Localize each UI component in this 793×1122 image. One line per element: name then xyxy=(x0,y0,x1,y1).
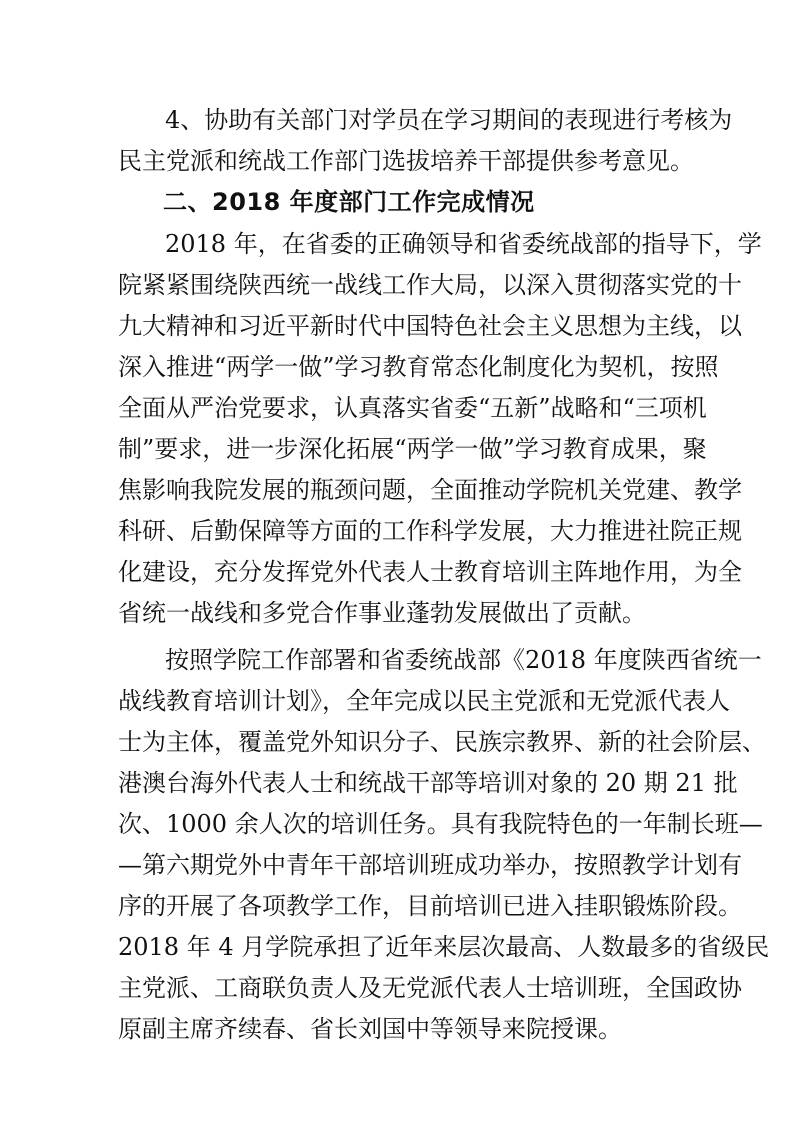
paragraph1-line-7: 焦影响我院发展的瓶颈问题，全面推动学院机关党建、教学 xyxy=(118,476,742,504)
paragraph1-line-3: 九大精神和习近平新时代中国特色社会主义思想为主线，以 xyxy=(118,312,742,340)
paragraph1-line-4: 深入推进“两学一做”学习教育常态化制度化为契机，按照 xyxy=(118,353,719,381)
paragraph2-line-8: 2018 年 4 月学院承担了近年来层次最高、人数最多的省级民 xyxy=(118,933,770,961)
paragraph2-line-7: 序的开展了各项教学工作，目前培训已进入挂职锻炼阶段。 xyxy=(118,892,742,920)
paragraph2-line-9: 主党派、工商联负责人及无党派代表人士培训班，全国政协 xyxy=(118,974,742,1002)
paragraph2-line-1: 按照学院工作部署和省委统战部《2018 年度陕西省统一 xyxy=(165,646,762,674)
paragraph1-line-8: 科研、后勤保障等方面的工作科学发展，大力推进社院正规 xyxy=(118,517,742,545)
paragraph2-line-4: 港澳台海外代表人士和统战干部等培训对象的 20 期 21 批 xyxy=(118,769,738,797)
item4-line-2: 民主党派和统战工作部门选拔培养干部提供参考意见。 xyxy=(118,147,694,175)
paragraph2-line-6: —第六期党外中青年干部培训班成功举办，按照教学计划有 xyxy=(118,851,742,879)
paragraph2-line-2: 战线教育培训计划》，全年完成以民主党派和无党派代表人 xyxy=(118,687,730,715)
section-heading: 二、2018 年度部门工作完成情况 xyxy=(163,188,535,216)
paragraph1-line-5: 全面从严治党要求，认真落实省委“五新”战略和“三项机 xyxy=(118,394,707,422)
paragraph1-line-1: 2018 年，在省委的正确领导和省委统战部的指导下，学 xyxy=(165,230,762,258)
paragraph1-line-6: 制”要求，进一步深化拓展“两学一做”学习教育成果，聚 xyxy=(118,435,707,463)
paragraph2-line-3: 士为主体，覆盖党外知识分子、民族宗教界、新的社会阶层、 xyxy=(118,728,766,756)
item4-line-1: 4、协助有关部门对学员在学习期间的表现进行考核为 xyxy=(165,106,733,134)
paragraph1-line-2: 院紧紧围绕陕西统一战线工作大局，以深入贯彻落实党的十 xyxy=(118,271,742,299)
paragraph2-line-5: 次、1000 余人次的培训任务。具有我院特色的一年制长班— xyxy=(118,810,763,838)
paragraph1-line-9: 化建设，充分发挥党外代表人士教育培训主阵地作用，为全 xyxy=(118,558,742,586)
paragraph1-line-10: 省统一战线和多党合作事业蓬勃发展做出了贡献。 xyxy=(118,599,646,627)
paragraph2-line-10: 原副主席齐续春、省长刘国中等领导来院授课。 xyxy=(118,1015,622,1043)
